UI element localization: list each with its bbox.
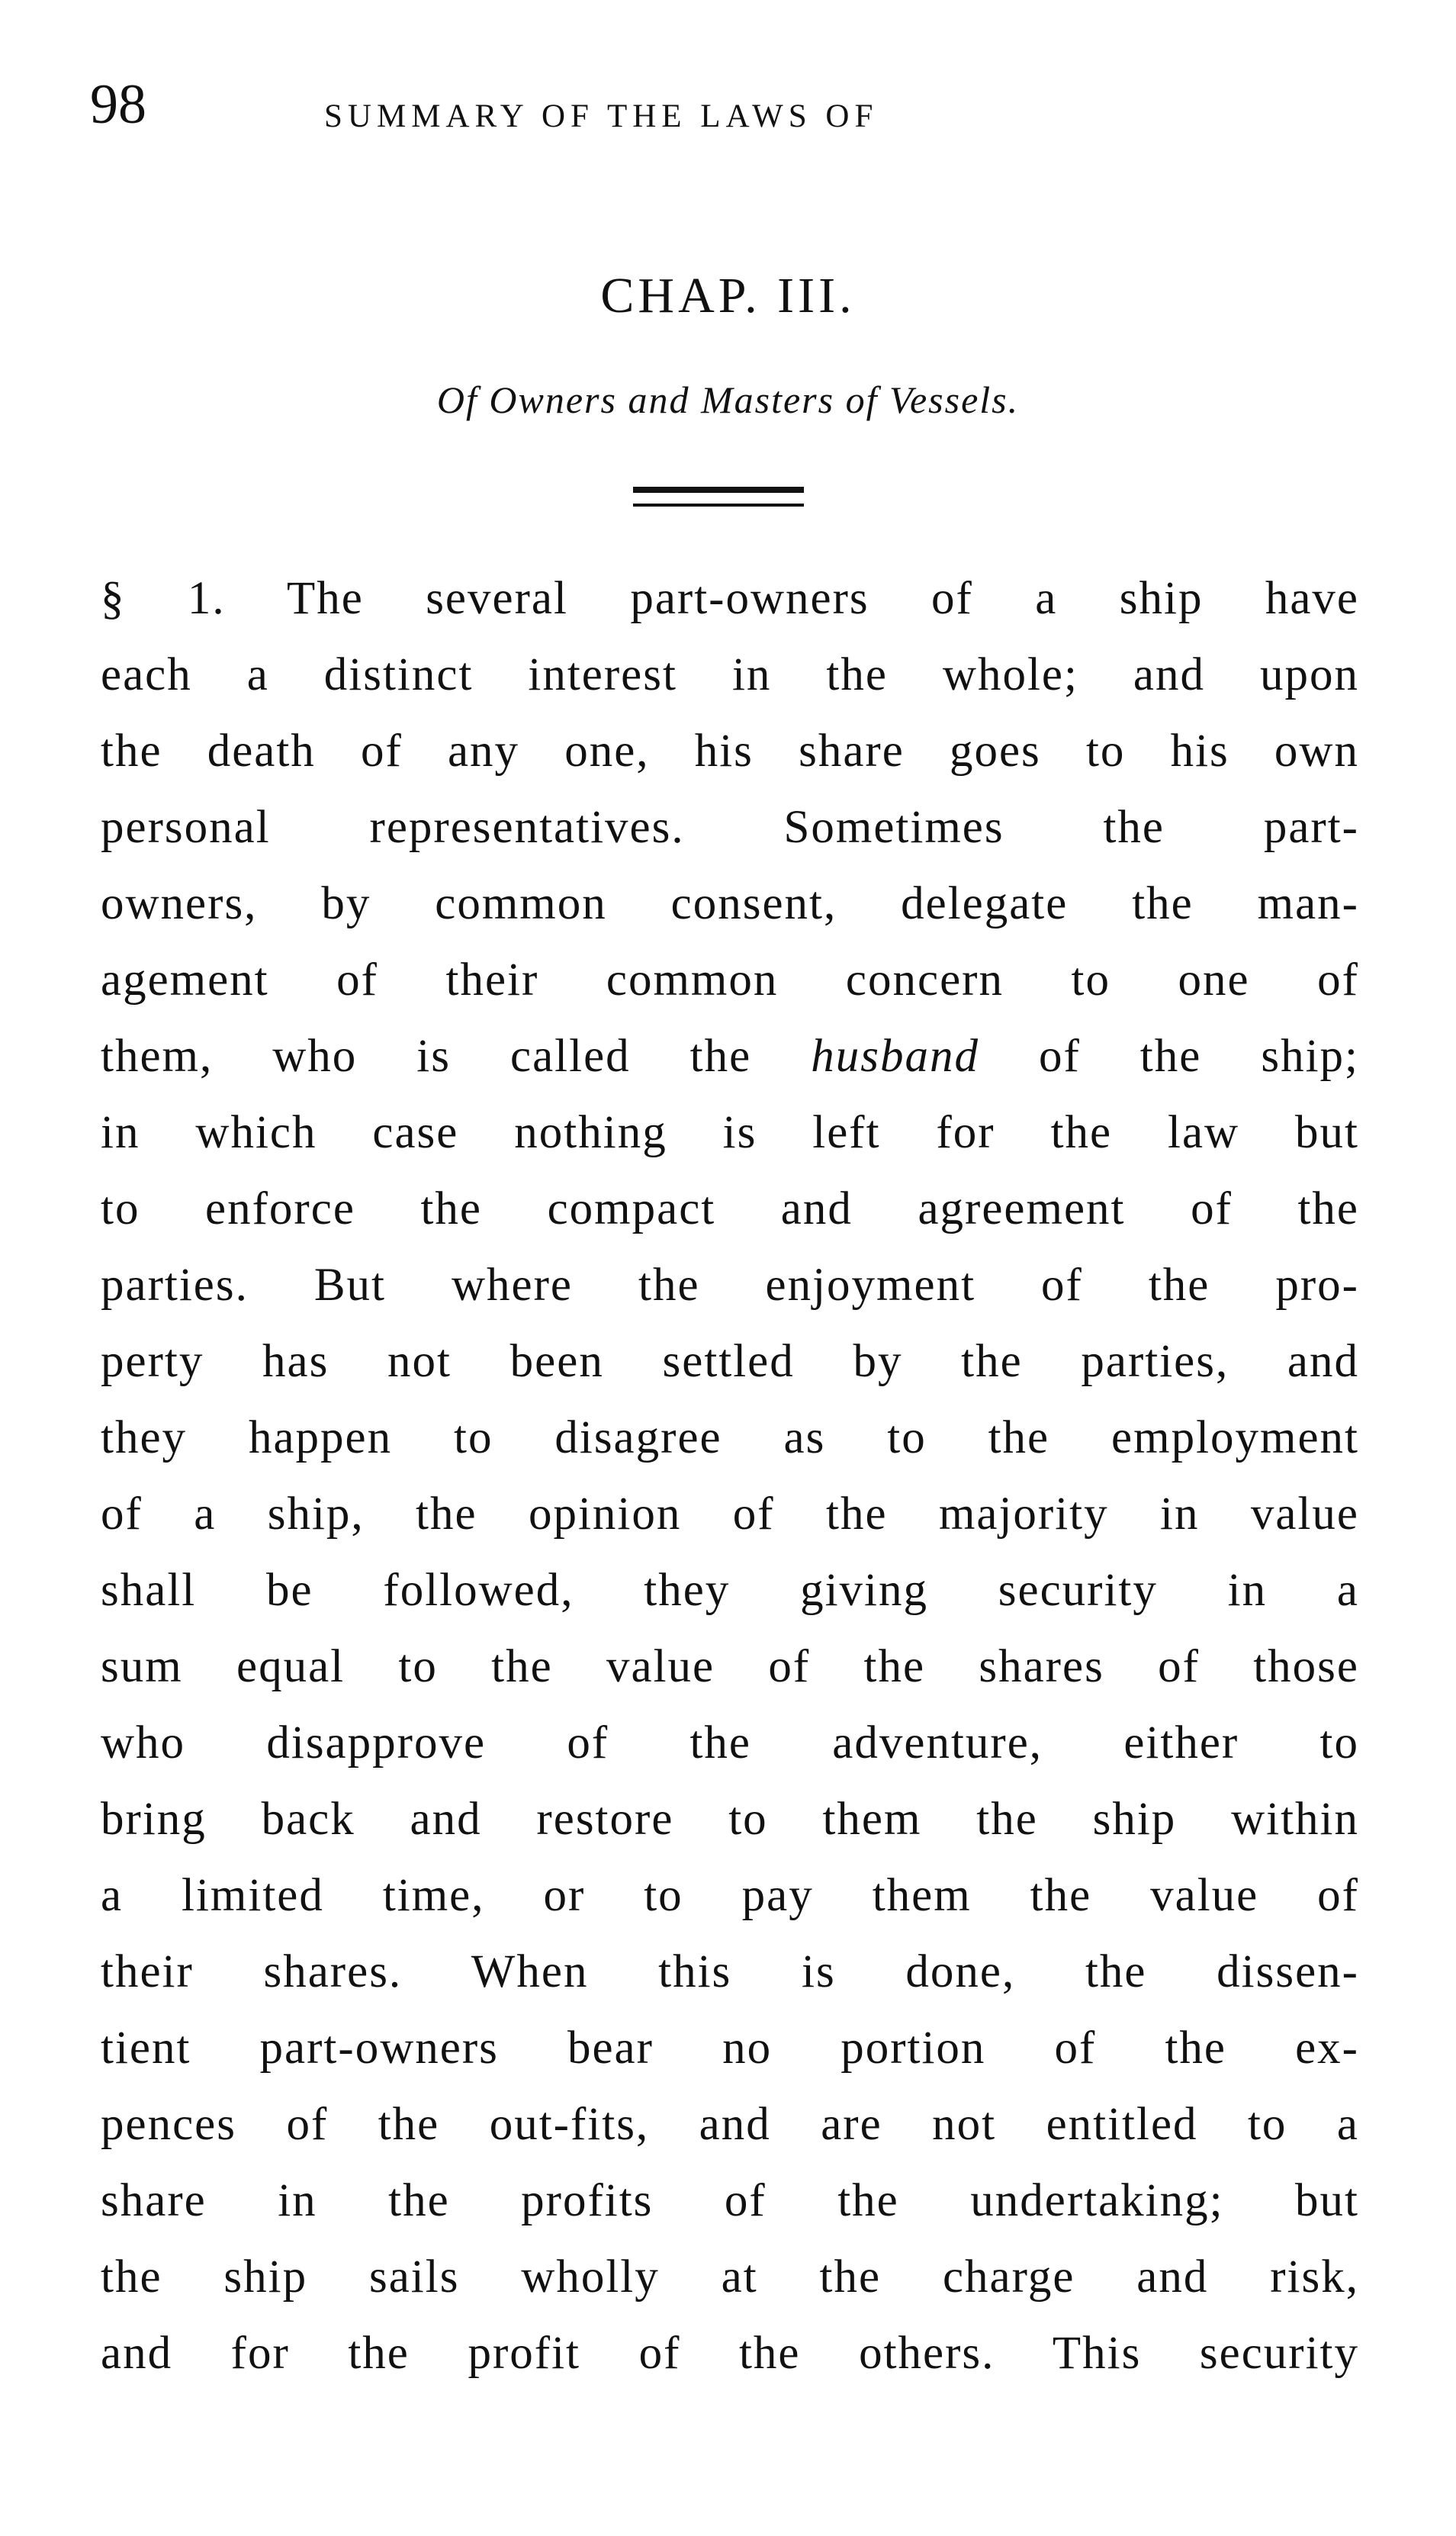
text-segment: of the ship; [979,1031,1359,1082]
text-line: they happen to disagree as to the employment [101,1412,1359,1463]
text-line: agement of their common concern to one of [101,954,1359,1006]
text-segment: them, who is called the [101,1031,812,1082]
text-line: a limited time, or to pay them the value of [101,1870,1359,1921]
text-line: their shares. When this is done, the dissen- [101,1946,1359,1997]
text-line: pences of the out-fits, and are not entitled to a [101,2099,1359,2150]
italic-term: husband [811,1031,979,1082]
text-line: the death of any one, his share goes to his own [101,726,1359,777]
text-line: tient part-owners bear no portion of the ex- [101,2023,1359,2074]
text-line: and for the profit of the others. This security [101,2328,1359,2379]
text-line: perty has not been settled by the parties, and [101,1336,1359,1387]
text-line: share in the profits of the undertaking; but [101,2175,1359,2226]
text-line: sum equal to the value of the shares of those [101,1641,1359,1692]
text-line: bring back and restore to them the ship within [101,1794,1359,1845]
double-rule-top [633,487,804,493]
text-line: shall be followed, they giving security in a [101,1565,1359,1616]
text-line: the ship sails wholly at the charge and risk, [101,2251,1359,2303]
text-line: personal representatives. Sometimes the part- [101,802,1359,853]
chapter-heading: CHAP. III. [600,268,856,323]
text-line: § 1. The several part-owners of a ship have [101,573,1359,624]
text-line: parties. But where the enjoyment of the pro- [101,1260,1359,1311]
page-number: 98 [90,73,146,136]
text-line: owners, by common consent, delegate the man- [101,878,1359,929]
double-rule-bottom [633,504,804,507]
text-line [101,1019,1359,1095]
running-head: SUMMARY OF THE LAWS OF [324,98,879,134]
text-line: who disapprove of the adventure, either to [101,1717,1359,1768]
text-line: in which case nothing is left for the law but [101,1107,1359,1158]
text-line: each a distinct interest in the whole; and upon [101,649,1359,700]
text-line: to enforce the compact and agreement of the [101,1183,1359,1234]
chapter-subtitle: Of Owners and Masters of Vessels. [436,378,1020,421]
body-text [101,561,1359,2392]
text-line: of a ship, the opinion of the majority in value [101,1488,1359,1540]
